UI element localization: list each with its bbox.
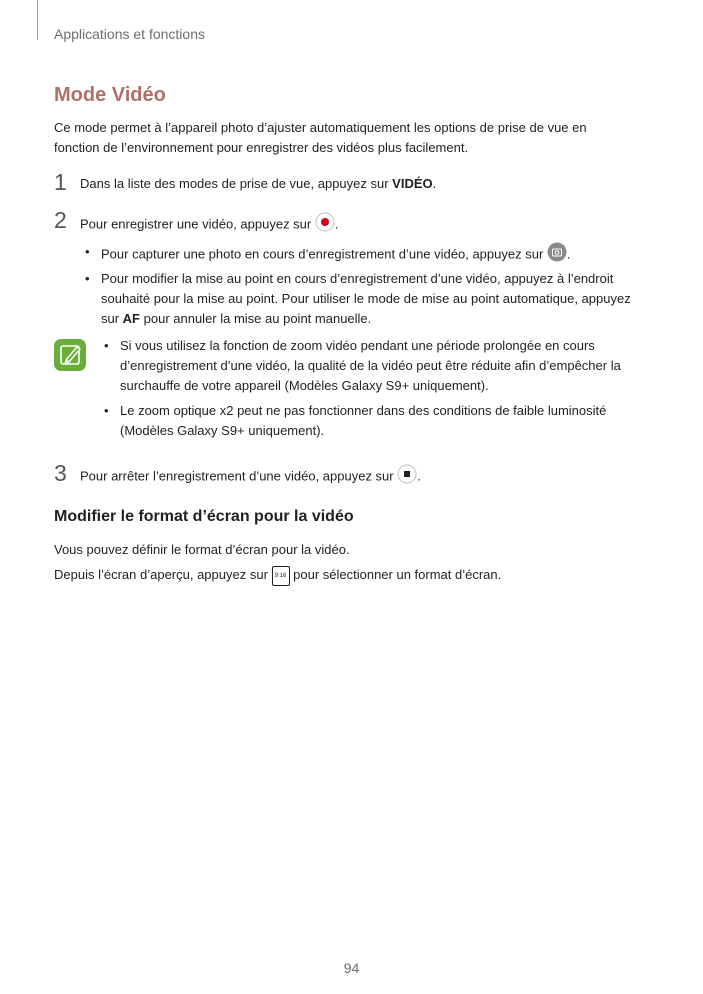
step-text [80,212,338,238]
step-number: 3 [54,460,67,486]
step-1-punct: . [432,176,437,191]
camera-capture-icon [547,242,567,268]
record-button-icon [315,212,335,238]
step-1-text: Dans la liste des modes de prise de vue, appuyez sur [80,176,393,191]
aspect-ratio-label: 9:16 [274,572,287,579]
intro-paragraph [54,118,634,158]
af-label: AF [122,311,141,326]
step-number: 2 [54,207,67,233]
subsection-line-2 [54,565,501,586]
header-title: Applications et fonctions [54,26,205,42]
step-2-text: Pour enregistrer une vidéo, appuyez sur [80,216,315,232]
bullet-line [101,309,661,329]
subsection-text: pour sélectionner un format d’écran. [289,567,502,582]
note-pencil-icon [54,339,86,371]
step-3-punct: . [417,468,421,484]
list-item [104,336,660,396]
bullet-text: sur [101,311,123,326]
note-line: (Modèles Galaxy S9+ uniquement). [120,423,325,438]
list-item [104,401,660,441]
bullet-dot: • [104,338,109,353]
step-number: 1 [54,169,67,195]
section-title: Mode Vidéo [54,84,166,106]
video-mode-label: VIDÉO [392,176,433,191]
step-2-punct: . [334,216,339,232]
note-line: Si vous utilisez la fonction de zoom vidéo pendant une période prolongée en cours [120,338,595,353]
bullet-text: Pour capturer une photo en cours d’enregistrement d’une vidéo, appuyez sur [101,246,547,262]
subsection-title: Modifier le format d’écran pour la vidéo [54,508,354,525]
note-line: Le zoom optique x2 peut ne pas fonctionner dans des conditions de faible luminosité [120,403,607,418]
note-line: d’enregistrement d’une vidéo, la qualité de la vidéo peut être réduite afin d’empêcher la [120,358,621,373]
subsection-text: Depuis l’écran d’aperçu, appuyez sur [54,567,272,582]
bullet-line: souhaité pour la mise au point. Pour utiliser le mode de mise au point automatique, appuyez [101,291,631,306]
list-item [85,269,661,329]
stop-button-icon [397,464,417,490]
bullet-punct: . [566,246,571,262]
note-line: surchauffe de votre appareil (Modèles Galaxy S9+ uniquement). [120,378,489,393]
intro-line-1: Ce mode permet à l’appareil photo d’ajuster automatiquement les options de prise de vue en [54,120,587,135]
aspect-ratio-icon [272,566,290,586]
bullet-text: pour annuler la mise au point manuelle. [140,311,372,326]
list-item [85,242,571,268]
subsection-line-1: Vous pouvez définir le format d’écran pour la vidéo. [54,542,350,557]
bullet-line: Pour modifier la mise au point en cours d’enregistrement d’une vidéo, appuyez à l’endroit [101,271,614,286]
intro-line-2: fonction de l’environnement pour enregistrer des vidéos plus facilement. [54,140,469,155]
bullet-dot: • [104,403,109,418]
step-3-text: Pour arrêter l’enregistrement d’une vidéo, appuyez sur [80,468,398,484]
step-text [80,174,436,194]
header-rule [37,0,38,40]
step-text [80,464,421,490]
bullet-dot: • [85,271,90,286]
page-number: 94 [343,960,360,976]
bullet-dot: • [85,244,90,259]
